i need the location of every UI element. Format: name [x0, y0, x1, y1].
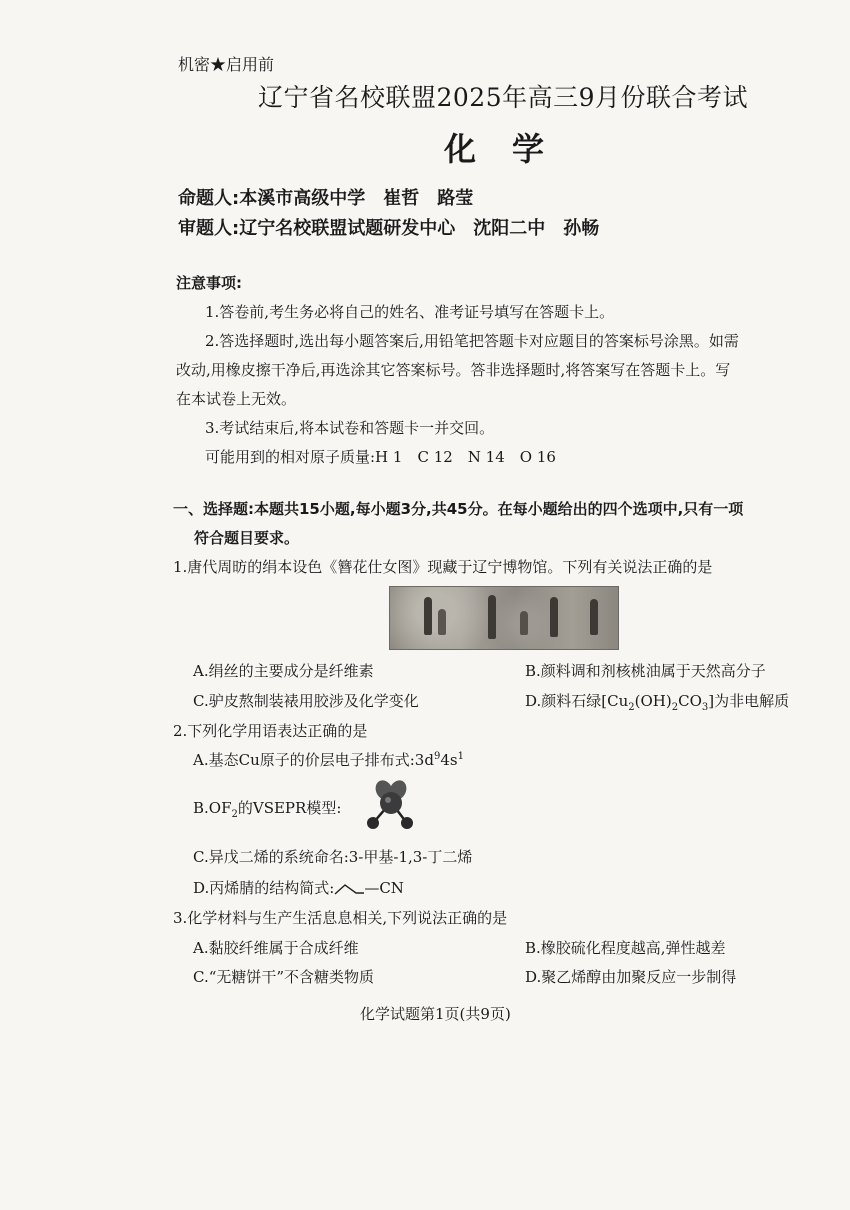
question-3-stem: 3.化学材料与生产生活息息相关,下列说法正确的是 — [173, 909, 508, 927]
question-3-option-a: A.黏胶纤维属于合成纤维 — [193, 939, 359, 957]
painting-image — [389, 586, 619, 650]
note-item: 改动,用橡皮擦干净后,再选涂其它答案标号。答非选择题时,将答案写在答题卡上。写 — [176, 361, 731, 379]
note-item: 可能用到的相对原子质量:H 1 C 12 N 14 O 16 — [205, 448, 556, 466]
exam-title: 辽宁省名校联盟2025年高三9月份联合考试 — [258, 83, 749, 112]
author-line: 命题人:本溪市高级中学 崔哲 路莹 — [178, 188, 474, 209]
question-2-option-c: C.异戊二烯的系统命名:3-甲基-1,3-丁二烯 — [193, 848, 473, 866]
note-item: 1.答卷前,考生务必将自己的姓名、准考证号填写在答题卡上。 — [205, 303, 615, 321]
vsepr-model-icon — [362, 776, 420, 834]
question-3-option-d: D.聚乙烯醇由加聚反应一步制得 — [525, 968, 737, 986]
notes-heading: 注意事项: — [176, 274, 242, 292]
acrylonitrile-skeleton-icon — [334, 882, 364, 896]
question-2-stem: 2.下列化学用语表达正确的是 — [173, 722, 368, 740]
question-1-stem: 1.唐代周昉的绢本设色《簪花仕女图》现藏于辽宁博物馆。下列有关说法正确的是 — [173, 558, 713, 576]
question-2-option-b: $B.OF_2$的VSEPR模型: — [193, 799, 342, 820]
note-item: 2.答选择题时,选出每小题答案后,用铅笔把答题卡对应题目的答案标号涂黑。如需 — [205, 332, 739, 350]
subject-title: 化学 — [444, 130, 581, 168]
question-1-option-c: C.驴皮熬制装裱用胶涉及化学变化 — [193, 692, 419, 710]
question-1-option-a: A.绢丝的主要成分是纤维素 — [193, 662, 374, 680]
reviewer-line: 审题人:辽宁名校联盟试题研发中心 沈阳二中 孙畅 — [178, 218, 600, 239]
question-2-option-a: A.基态Cu原子的价层电子排布式$:3d^94s^1$ — [193, 751, 464, 769]
question-3-option-b: B.橡胶硫化程度越高,弹性越差 — [525, 939, 726, 957]
note-item: 在本试卷上无效。 — [176, 390, 297, 408]
question-1-option-b: B.颜料调和剂核桃油属于天然高分子 — [525, 662, 766, 680]
question-3-option-c: C.“无糖饼干”不含糖类物质 — [193, 968, 375, 986]
note-item: 3.考试结束后,将本试卷和答题卡一并交回。 — [205, 419, 495, 437]
question-1-option-d: D.颜料石绿$[Cu_2(OH)_2CO_3]$为非电解质 — [525, 692, 790, 713]
confidential-label: 机密★启用前 — [178, 55, 275, 74]
page-footer: 化学试题第1页(共9页) — [360, 1005, 511, 1023]
question-2-option-d: D.丙烯腈的结构简式: —CN — [193, 879, 404, 897]
section-heading: 一、选择题:本题共15小题,每小题3分,共45分。在每小题给出的四个选项中,只有一项 — [173, 500, 744, 518]
section-heading-cont: 符合题目要求。 — [194, 529, 300, 547]
